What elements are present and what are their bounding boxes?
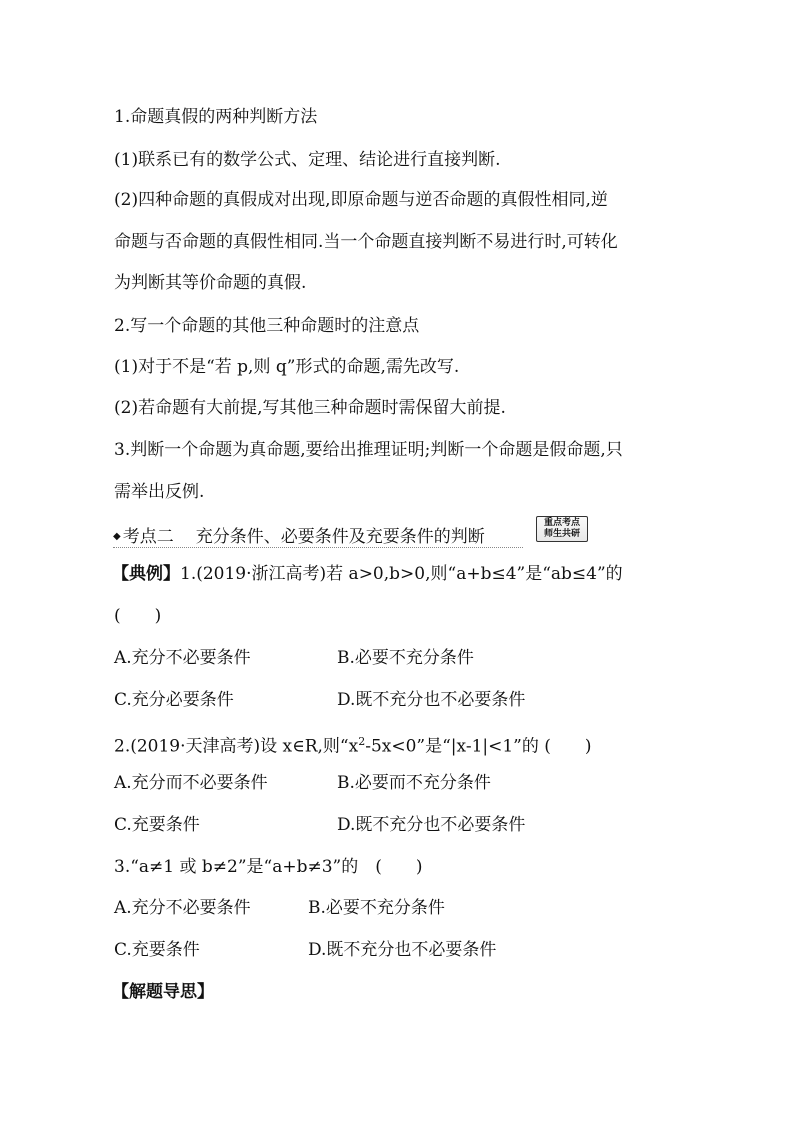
example-tag: 【典例】: [112, 564, 180, 584]
key-point-stamp: [536, 516, 588, 542]
method-item-2-line-1: (2)四种命题的真假成对出现,即原命题与逆否命题的真假性相同,逆: [114, 190, 608, 210]
section-title: 充分条件、必要条件及充要条件的判断: [195, 527, 485, 547]
q2-option-a: A.充分而不必要条件: [114, 773, 268, 793]
q1-option-d: D.既不充分也不必要条件: [337, 690, 526, 710]
method-item-1: (1)联系已有的数学公式、定理、结论进行直接判断.: [114, 150, 501, 170]
q2-option-d: D.既不充分也不必要条件: [337, 815, 526, 835]
question-3-stem: 3.“a≠1 或 b≠2”是“a+b≠3”的 ( ): [114, 857, 423, 877]
method-item-2-line-2: 命题与否命题的真假性相同.当一个命题直接判断不易进行时,可转化: [114, 232, 618, 252]
proof-note-line-1: 3.判断一个命题为真命题,要给出推理证明;判断一个命题是假命题,只: [114, 440, 623, 460]
diamond-icon: ◆: [113, 531, 121, 542]
section-label: 考点二: [122, 527, 174, 547]
q2-exponent: 2: [358, 735, 366, 748]
method-title: 1.命题真假的两种判断方法: [114, 107, 318, 127]
q2-option-c: C.充要条件: [114, 815, 200, 835]
attention-item-2: (2)若命题有大前提,写其他三种命题时需保留大前提.: [114, 398, 506, 418]
proof-note-line-2: 需举出反例.: [114, 482, 205, 502]
q3-option-b: B.必要不充分条件: [308, 898, 445, 918]
section-divider: [113, 547, 523, 548]
question-1-text: 1.(2019·浙江高考)若 a>0,b>0,则“a+b≤4”是“ab≤4”的: [180, 564, 623, 584]
question-2-stem: [114, 731, 592, 758]
q1-option-a: A.充分不必要条件: [114, 648, 251, 668]
q2-stem-post: -5x<0”是“|x-1|<1”的 ( ): [365, 736, 592, 757]
question-1-paren: ( ): [114, 606, 162, 626]
attention-title: 2.写一个命题的其他三种命题时的注意点: [114, 316, 420, 336]
stamp-line-1: 重点考点: [543, 518, 580, 528]
q3-option-c: C.充要条件: [114, 940, 200, 960]
stamp-line-2: 师生共研: [543, 529, 580, 539]
question-1-stem: [112, 563, 623, 585]
q3-option-d: D.既不充分也不必要条件: [308, 940, 497, 960]
q1-option-c: C.充分必要条件: [114, 690, 234, 710]
q3-option-a: A.充分不必要条件: [114, 898, 251, 918]
q2-option-b: B.必要而不充分条件: [337, 773, 491, 793]
q1-option-b: B.必要不充分条件: [337, 648, 474, 668]
method-item-2-line-3: 为判断其等价命题的真假.: [114, 273, 307, 293]
attention-item-1: (1)对于不是“若 p,则 q”形式的命题,需先改写.: [114, 357, 460, 377]
solution-guide-heading: 【解题导思】: [112, 982, 214, 1002]
q2-stem-pre: 2.(2019·天津高考)设 x∈R,则“x: [114, 736, 359, 757]
